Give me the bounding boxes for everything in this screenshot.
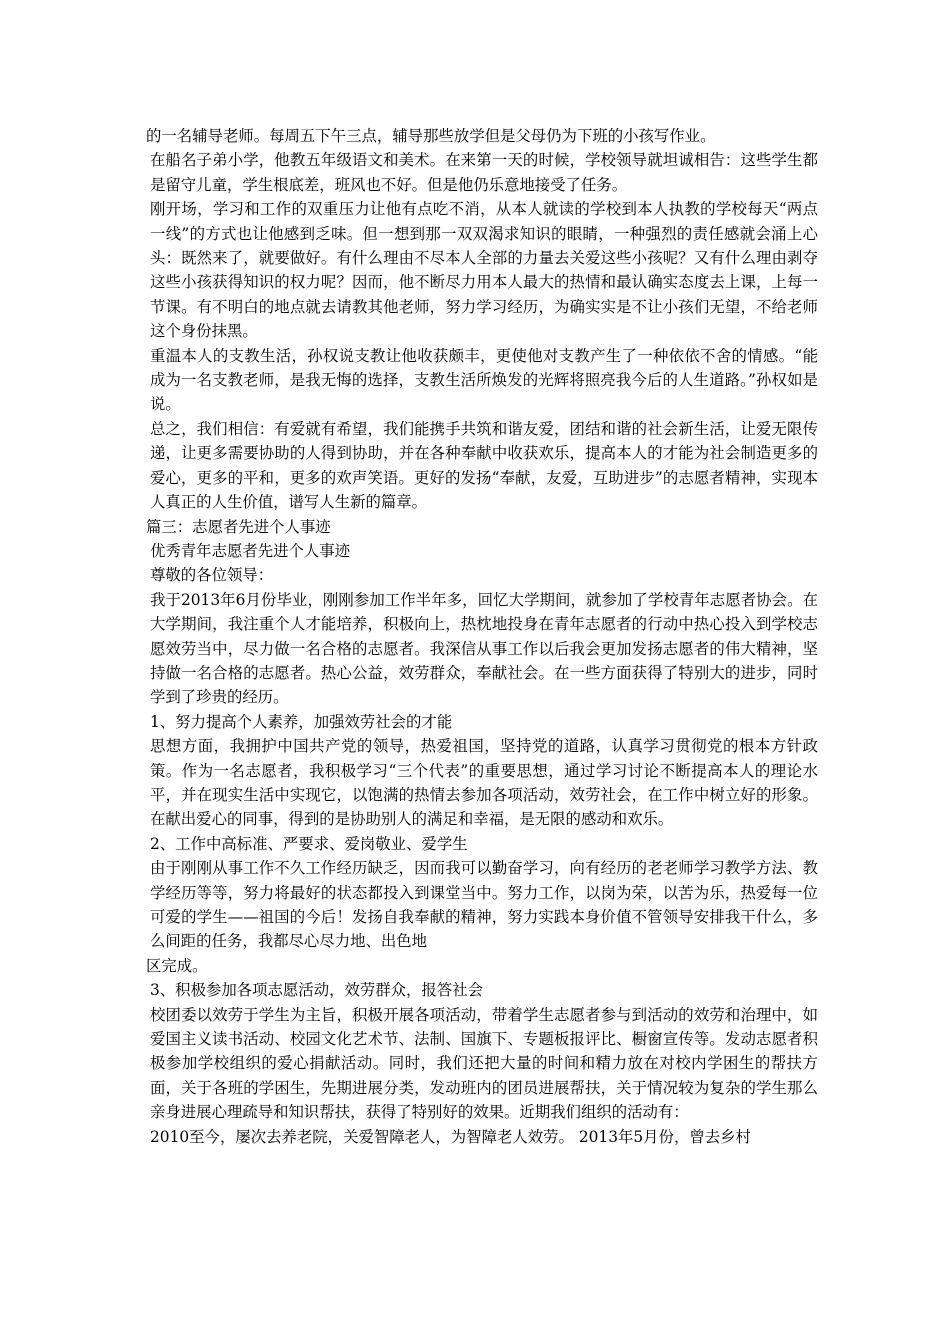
paragraph: 刚开场，学习和工作的双重压力让他有点吃不消，从本人就读的学校到本人执教的学校每天“两点一线”的方式也让他感到乏味。但一想到那一双双渴求知识的眼睛，一种强烈的责任感就会涌上心头：既然来了，就要做好。有什么理由不尽本人全部的力量去关爱这些小孩呢？又有什么理由剥夺这些小孩获得知识的权力呢？因而，他不断尽力用本人最大的热情和最认确实态度去上课，上每一节课。有不明白的地点就去请教其他老师，努力学习经历，为确实实是不让小孩们无望，不给老师这个身份抹黑。	[150, 200, 818, 341]
paragraph: 思想方面，我拥护中国共产党的领导，热爱祖国，坚持党的道路，认真学习贯彻党的根本方针政策。作为一名志愿者，我积极学习“三个代表”的重要思想，通过学习讨论不断提高本人的理论水平，并在现实生活中实现它，以饱满的热情去参加各项活动，效劳社会，在工作中树立好的形象。在献出爱心的同事，得到的是协助别人的满足和幸福，是无限的感动和欢乐。	[150, 737, 818, 829]
paragraph: 在船名子弟小学，他教五年级语文和美术。在来第一天的时候，学校领导就坦诚相告：这些学生都是留守儿童，学生根底差，班风也不好。但是他仍乐意地接受了任务。	[150, 151, 818, 194]
section-heading: 篇三：志愿者先进个人事迹	[146, 517, 331, 536]
paragraph: 我于2013年6月份毕业，刚刚参加工作半年多，回忆大学期间，就参加了学校青年志愿者协会。在大学期间，我注重个人才能培养，积极向上，热枕地投身在青年志愿者的行动中热心投入到学校志愿效劳当中，尽力做一名合格的志愿者。我深信从事工作以后我会更加发扬志愿者的伟大精神，坚持做一名合格的志愿者。热心公益，效劳群众，奉献社会。在一些方面获得了特别大的进步，同时学到了珍贵的经历。	[150, 590, 818, 707]
paragraph: 区完成。	[146, 956, 208, 975]
paragraph: 的一名辅导老师。每周五下午三点，辅导那些放学但是父母仍为下班的小孩写作业。	[146, 127, 716, 145]
salutation: 尊敬的各位领导：	[150, 566, 274, 585]
document-title: 优秀青年志愿者先进个人事迹	[150, 541, 351, 560]
paragraph: 总之，我们相信：有爱就有希望，我们能携手共筑和谐友爱，团结和谐的社会新生活，让爱无限传递，让更多需要协助的人得到协助，并在各种奉献中收获欢乐，提高本人的才能为社会制造更多的爱心，更多的平和，更多的欢声笑语。更好的发扬“奉献，友爱，互助进步”的志愿者精神，实现本人真正的人生价值，谱写人生新的篇章。	[150, 419, 818, 512]
paragraph: 2010至今，屡次去养老院，关爱智障老人，为智障老人效劳。 2013年5月份，曾去乡村	[150, 1127, 751, 1146]
paragraph: 由于刚刚从事工作不久工作经历缺乏，因而我可以勤奋学习，向有经历的老老师学习教学方法、教学经历等等，努力将最好的状态都投入到课堂当中。努力工作，以岗为荣，以苦为乐，热爱每一位可爱的学生——祖国的今后！发扬自我奉献的精神，努力实践本身价值不管领导安排我干什么，多么间距的任务，我都尽心尽力地、出色地	[150, 859, 818, 951]
subheading: 2、工作中高标准、严要求、爱岗敬业、爱学生	[150, 834, 468, 853]
subheading: 3、积极参加各项志愿活动，效劳群众，报答社会	[150, 981, 483, 1000]
paragraph: 重温本人的支教生活，孙权说支教让他收获颇丰，更使他对支教产生了一种依依不舍的情感。“能成为一名支教老师，是我无悔的选择，支教生活所焕发的光辉将照亮我今后的人生道路。”孙权如是说。	[150, 346, 818, 414]
paragraph: 校团委以效劳于学生为主旨，积极开展各项活动，带着学生志愿者参与到活动的效劳和治理中，如爱国主义读书活动、校园文化艺术节、法制、国旗下、专题板报评比、橱窗宣传等。发动志愿者积极参加学校组织的爱心捐献活动。同时，我们还把大量的时间和精力放在对校内学困生的帮扶方面，关于各班的学困生，先期进展分类，发动班内的团员进展帮扶，关于情况较为复杂的学生那么亲身进展心理疏导和知识帮扶，获得了特别好的效果。近期我们组织的活动有：	[150, 1005, 818, 1122]
document-body	[146, 124, 818, 1149]
subheading: 1、努力提高个人素养，加强效劳社会的才能	[150, 712, 453, 731]
